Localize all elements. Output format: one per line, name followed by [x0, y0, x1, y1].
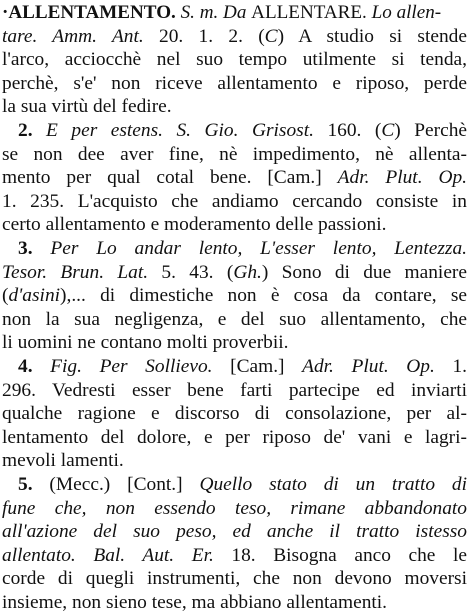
- text-run: ) Sono di due maniere: [261, 261, 467, 283]
- text-run: fune che, non essendo teso, rimane abbandonato: [2, 497, 467, 519]
- text-run: qualche ragione e discorso di consolazione, per al-: [2, 403, 467, 425]
- text-run: Tesor. Brun. Lat.: [2, 261, 149, 283]
- sense-5-line-3: [2, 521, 467, 543]
- text-run: C: [264, 25, 278, 47]
- sense-3-line-3: [2, 285, 467, 307]
- sense-1-line-5: [2, 96, 467, 118]
- sense-2-line-4: [2, 191, 467, 213]
- sense-5-line-4: [2, 545, 467, 567]
- sense-5-line-1: [18, 474, 467, 496]
- text-run: non la sua negligenza, e del suo allentamento, che: [2, 308, 467, 330]
- sense-4-line-4: [2, 427, 467, 449]
- sense-5-line-5: [2, 568, 467, 590]
- text-run: tare. Amm. Ant.: [2, 25, 144, 47]
- text-run: perchè, s'e' non riceve allentamento e riposo, perde: [2, 72, 467, 94]
- text-run: 1.: [434, 356, 467, 377]
- text-run: corde di quegli instrumenti, che non devono moversi: [2, 568, 467, 590]
- text-run: l'arco, acciocchè nel suo tempo utilmente si tenda,: [2, 49, 467, 71]
- etymology-word: ALLENTARE.: [251, 2, 367, 23]
- sense-4-line-2: [2, 380, 467, 402]
- headword: ALLENTAMENTO.: [8, 2, 176, 23]
- text-run: Adr. Plut. Op.: [337, 167, 467, 189]
- sense-2-line-5: [2, 214, 467, 236]
- sense-5-line-2: [2, 498, 467, 520]
- text-run: 296. Vedresti esser bene farti partecipe ed inviarti: [2, 379, 467, 401]
- headword-line: [2, 2, 467, 24]
- text-run: mento per qual cotal bene. [Cam.]: [2, 167, 338, 189]
- text-run: (: [2, 285, 9, 307]
- sense-1-line-3: [2, 49, 467, 71]
- text-run: 2.: [18, 120, 47, 141]
- sense-4-line-1: [18, 356, 467, 378]
- text-run: mevoli lamenti.: [2, 450, 124, 472]
- text-run: lentamento del dolore, e per riposo de' vani e lagri-: [2, 426, 467, 448]
- sense-1-tail: Lo allen-: [371, 2, 442, 23]
- text-run: 20. 1. 2. (: [143, 25, 265, 47]
- etymology-prefix: Da: [223, 2, 247, 23]
- text-run: 18. Bisogna anco che le: [213, 544, 467, 566]
- sense-3-line-5: [2, 332, 467, 354]
- text-run: 5.: [18, 474, 50, 495]
- text-run: ) Perchè: [394, 120, 467, 141]
- sense-2-line-1: [18, 120, 467, 142]
- text-run: insieme, non sieno tese, ma abbiano allentamenti.: [2, 592, 388, 613]
- text-run: 3.: [18, 238, 51, 259]
- text-run: [76, 545, 94, 566]
- sense-1-line-4: [2, 73, 467, 95]
- sense-5-line-6: [2, 592, 467, 614]
- text-run: (Mecc.) [Cont.]: [49, 474, 200, 495]
- text-run: 5. 43. (: [148, 261, 234, 283]
- text-run: [Cam.]: [212, 356, 303, 377]
- text-run: se non dee aver fine, nè impedimento, nè allenta-: [2, 143, 467, 165]
- sense-1-line-2: [2, 26, 467, 48]
- text-run: Per Lo andar lento, L'esser lento, Lentezza.: [50, 238, 467, 259]
- text-run: li uomini ne contano molti proverbii.: [2, 332, 289, 354]
- text-run: la sua virtù del fedire.: [2, 96, 172, 118]
- sense-3-line-4: [2, 309, 467, 331]
- text-run: 160. (: [313, 120, 382, 141]
- sense-2-line-2: [2, 144, 467, 166]
- text-run: 1. 235. L'acquisto che andiamo cercando consiste in: [2, 190, 467, 212]
- headword-marker: ·: [2, 2, 9, 23]
- sense-4-line-3: [2, 403, 467, 425]
- sense-3-line-2: [2, 262, 467, 284]
- text-run: C: [381, 120, 395, 141]
- text-run: 4.: [18, 356, 51, 377]
- grammar-label: S. m.: [180, 2, 219, 23]
- sense-4-line-5: [2, 450, 467, 472]
- text-run: Quello stato di un tratto di: [199, 474, 467, 495]
- sense-2-line-3: [2, 167, 467, 189]
- text-run: allentato.: [2, 544, 76, 566]
- text-run: Gh.: [233, 261, 262, 283]
- text-run: E per estens. S. Gio. Grisost.: [46, 120, 314, 141]
- text-run: d'asini: [8, 285, 61, 307]
- sense-3-line-1: [18, 238, 467, 260]
- text-run: Adr. Plut. Op.: [302, 356, 435, 377]
- text-run: ) A studio si stende: [277, 25, 467, 47]
- text-run: Bal. Aut. Er.: [93, 544, 214, 566]
- text-run: all'azione del suo peso, ed anche il tratto istesso: [2, 521, 467, 543]
- text-run: certo allentamento e moderamento delle passioni.: [2, 214, 387, 236]
- text-run: Fig. Per Sollievo.: [50, 356, 213, 377]
- text-run: ),... di dimestiche non è cosa da contare, se: [60, 285, 467, 307]
